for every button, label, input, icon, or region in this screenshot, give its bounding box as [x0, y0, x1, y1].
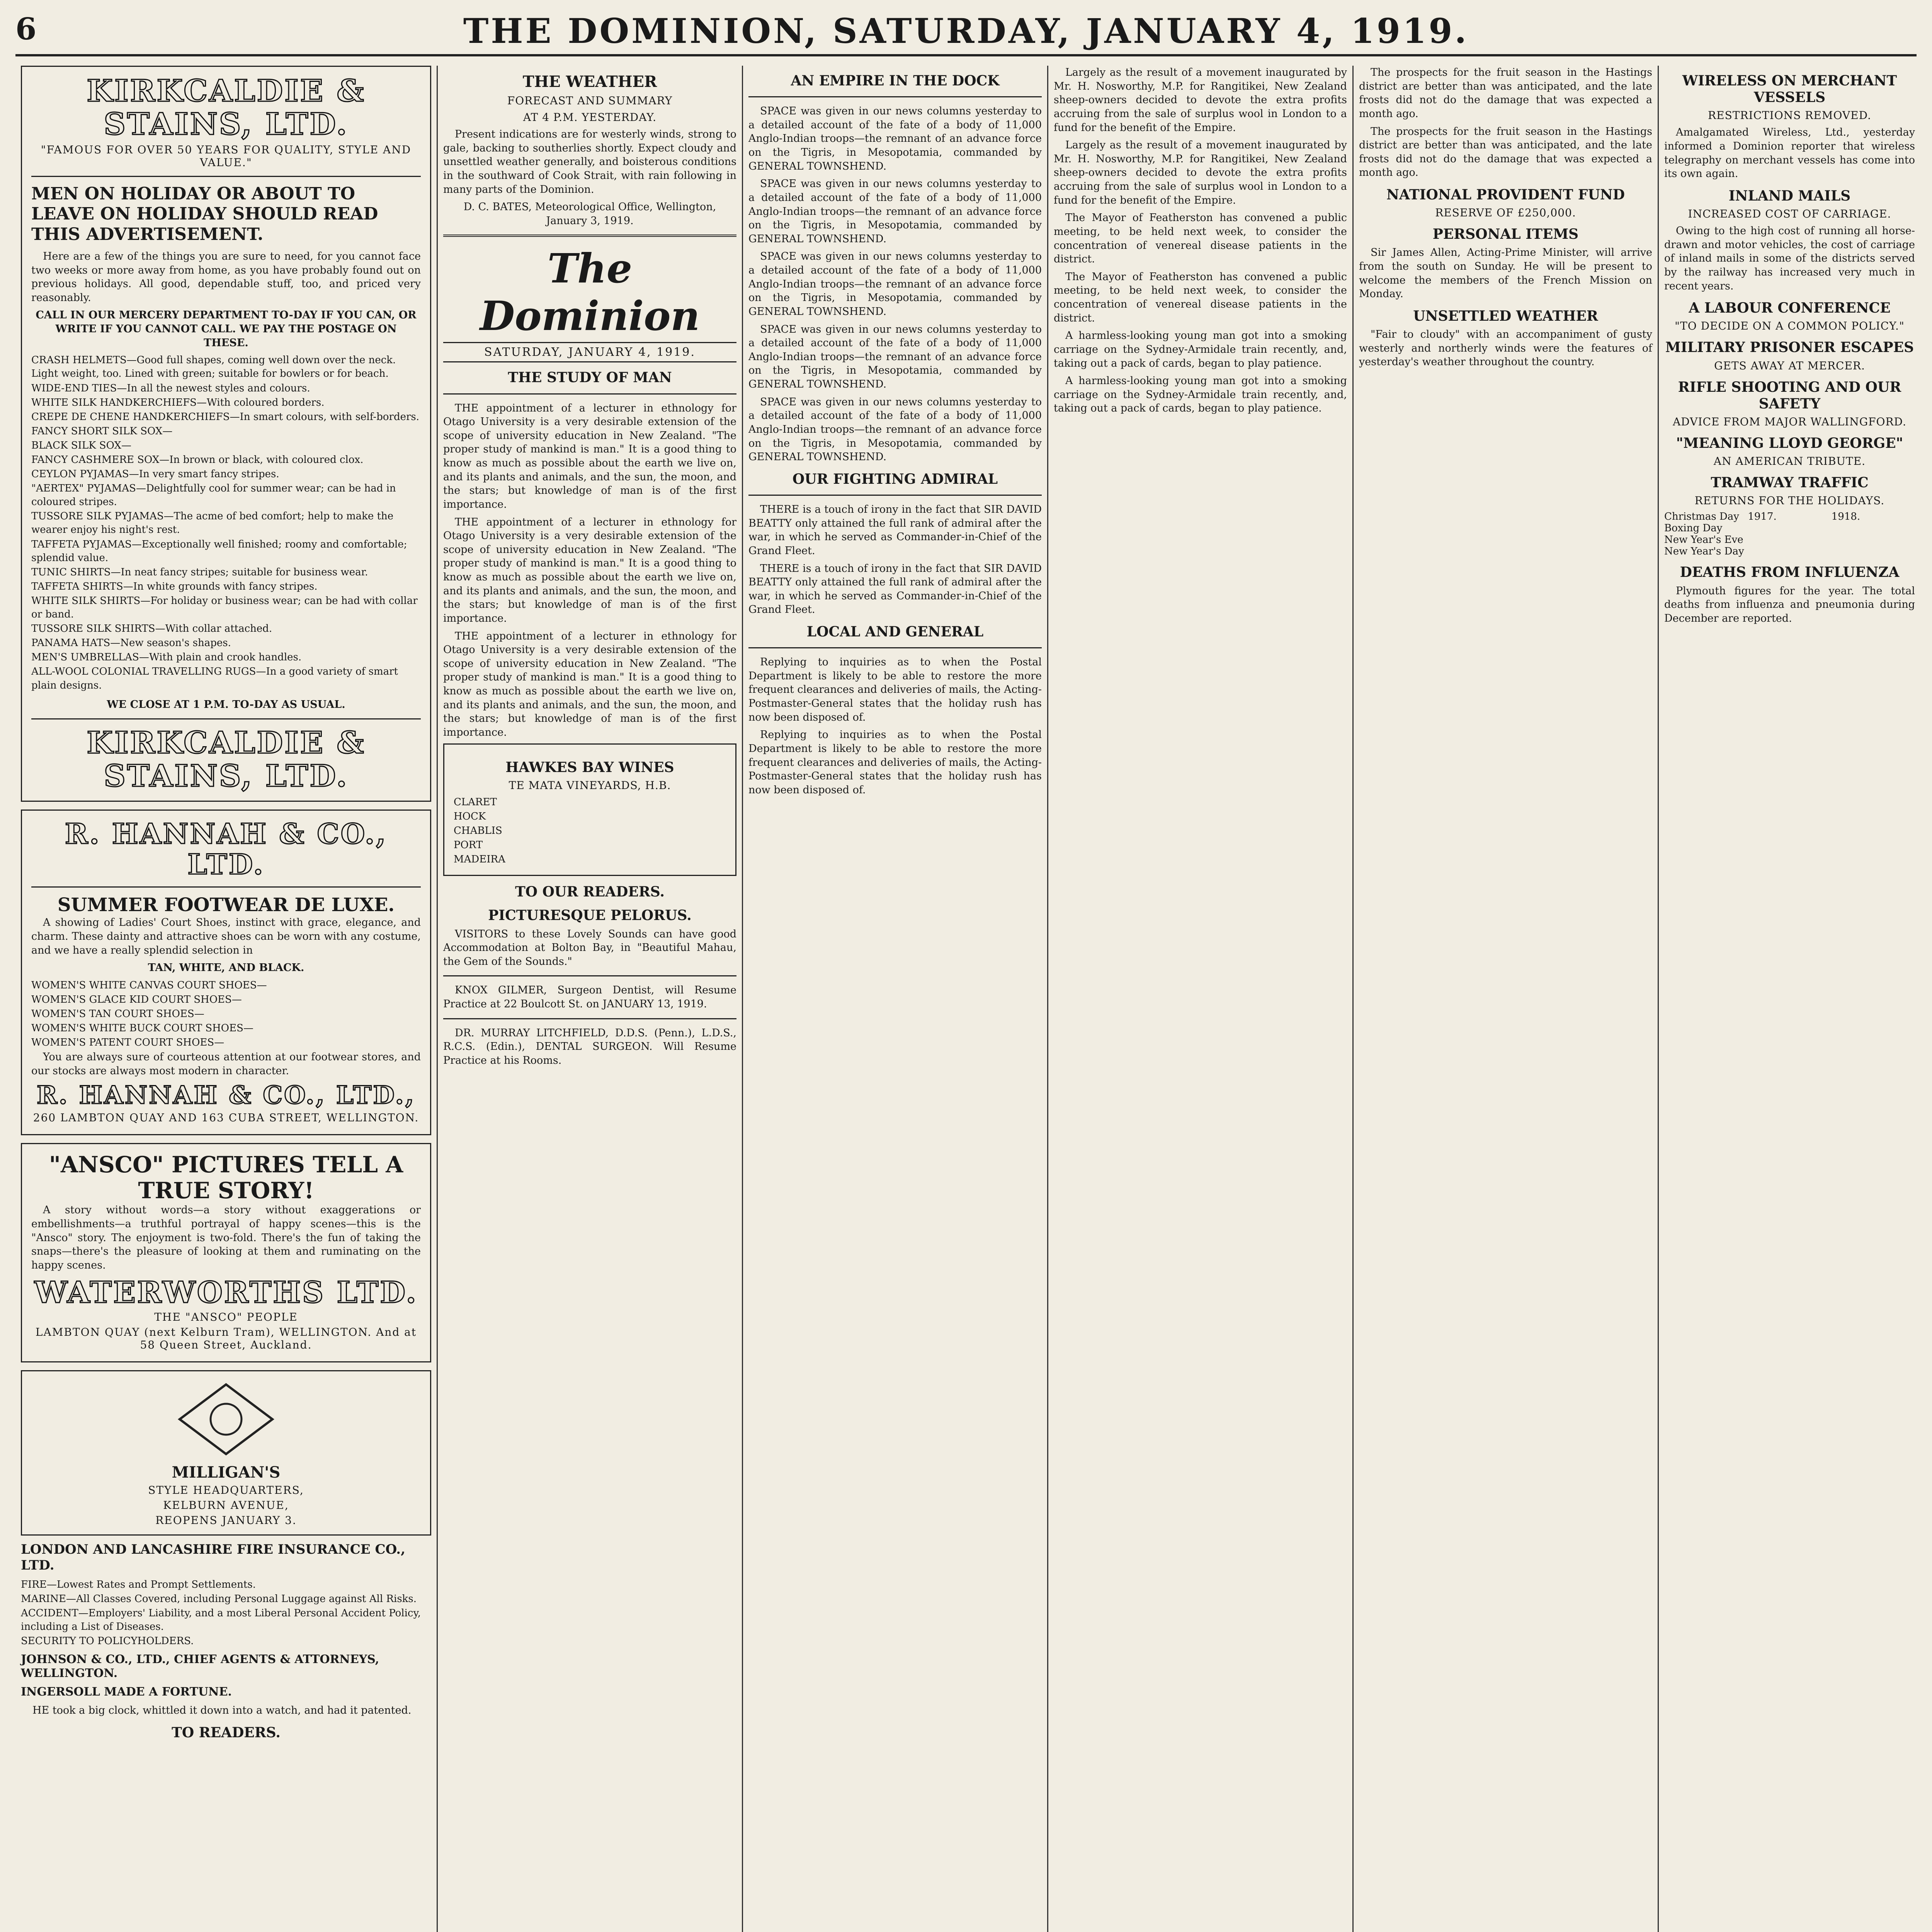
admiral-head: OUR FIGHTING ADMIRAL: [792, 471, 998, 487]
ansco-body: A story without words—a story without exaggerations or embellishments—a truthful portrayal of happy scenes—this is the "Ansco" story. The enjoyment is two-fold. There's the fun of taking the snaps—there's the pleasure of looking at them and ruminating on the happy scenes.: [31, 1204, 421, 1271]
kirkcaldie-item: FANCY CASHMERE SOX—In brown or black, with coloured clox.: [31, 454, 364, 466]
kirkcaldie-item: TAFFETA PYJAMAS—Exceptionally well finished; roomy and comfortable; splendid value.: [31, 538, 407, 564]
tram-cell: [1832, 522, 1915, 534]
milligan-reopens: REOPENS JANUARY 3.: [155, 1514, 297, 1527]
kirkcaldie-item: TUSSORE SILK SHIRTS—With collar attached.: [31, 623, 272, 635]
waterworths-address: LAMBTON QUAY (next Kelburn Tram), WELLINGTON. And at 58 Queen Street, Auckland.: [35, 1326, 417, 1352]
col5-body: The prospects for the fruit season in the Hastings district are better than was anticipated, and the late frosts did not do the damage that was expected a month ago.: [1359, 125, 1652, 179]
page-number: 6: [15, 12, 37, 47]
local-body: Replying to inquiries as to when the Postal Department is likely to be able to restore the more frequent clearances and deliveries of mails, the Acting-Postmaster-General states that the holiday rush has now been disposed of.: [748, 656, 1042, 723]
hannah-line: WOMEN'S GLACE KID COURT SHOES—: [31, 993, 242, 1005]
flu-head: DEATHS FROM INFLUENZA: [1680, 564, 1900, 581]
johnson-agents: JOHNSON & CO., LTD., CHIEF AGENTS & ATTORNEYS, WELLINGTON.: [21, 1653, 379, 1680]
tram-cell: 1918.: [1831, 511, 1861, 523]
wine-item: MADEIRA: [454, 854, 505, 866]
col4-body: A harmless-looking young man got into a smoking carriage on the Sydney-Armidale train recently, and, taking out a pack of cards, began to play patience.: [1054, 375, 1347, 415]
waterworths-tagline: THE "ANSCO" PEOPLE: [154, 1311, 298, 1324]
tram-cell: [1748, 522, 1831, 534]
kirkcaldie-tagline: "FAMOUS FOR OVER 50 YEARS FOR QUALITY, STYLE AND VALUE.": [41, 143, 412, 169]
weather-sign: D. C. BATES, Meteorological Office, Wellington, January 3, 1919.: [463, 201, 716, 227]
kirkcaldie-item: BLACK SILK SOX—: [31, 439, 131, 451]
labour-sub: "TO DECIDE ON A COMMON POLICY.": [1675, 320, 1905, 333]
column-5: [1352, 66, 1658, 1932]
weather-time: AT 4 P.M. YESTERDAY.: [523, 111, 657, 124]
hannah-line: WOMEN'S TAN COURT SHOES—: [31, 1008, 204, 1020]
kirkcaldie-item: FANCY SHORT SILK SOX—: [31, 425, 173, 437]
kirkcaldie-item: PANAMA HATS—New season's shapes.: [31, 637, 231, 649]
col4-body: The Mayor of Featherston has convened a public meeting, to be held next week, to consider the concentration of venereal disease patients in the district.: [1054, 270, 1347, 324]
study-body: THE appointment of a lecturer in ethnology for Otago University is a very desirable extension of the scope of university education in New Zealand. "The proper study of mankind is man." It is a good thing to know as much as possible about the earth we live on, and its plants and animals, and the sun, the moon, and the stars; but knowledge of man is of the first importance.: [443, 630, 736, 738]
provident-sub: RESERVE OF £250,000.: [1435, 206, 1576, 219]
tram-cell: 1917.: [1748, 511, 1777, 523]
hannah-brand-footer: R. HANNAH & CO., LTD.,: [36, 1080, 416, 1110]
study-body: THE appointment of a lecturer in ethnology for Otago University is a very desirable extension of the scope of university education in New Zealand. "The proper study of mankind is man." It is a good thing to know as much as possible about the earth we live on, and its plants and animals, and the sun, the moon, and the stars; but knowledge of man is of the first importance.: [443, 402, 736, 510]
kirkcaldie-item: CEYLON PYJAMAS—In very smart fancy stripes.: [31, 468, 279, 480]
col5-body: The prospects for the fruit season in the Hastings district are better than was anticipated, and the late frosts did not do the damage that was expected a month ago.: [1359, 66, 1652, 120]
murray-body: DR. MURRAY LITCHFIELD, D.D.S. (Penn.), L.D.S., R.C.S. (Edin.), DENTAL SURGEON. Will Resume Practice at his Rooms.: [443, 1027, 736, 1066]
kirkcaldie-ad: [21, 66, 431, 802]
kirkcaldie-intro: Here are a few of the things you are sure to need, for you cannot face two weeks or more away from home, as you have probably found out on previous holidays. All good, dependable stuff, too, and priced very reasonably.: [31, 250, 421, 304]
tram-cell: [1748, 546, 1831, 557]
london-line: MARINE—All Classes Covered, including Personal Luggage against All Risks.: [21, 1593, 417, 1605]
study-head: THE STUDY OF MAN: [508, 369, 672, 386]
col4-body: Largely as the result of a movement inaugurated by Mr. H. Nosworthy, M.P. for Rangitikei, New Zealand sheep-owners decided to devote the extra profits accruing from the sale of surplus wool in London to a fund for the benefit of the Empire.: [1054, 66, 1347, 134]
wireless-body: Amalgamated Wireless, Ltd., yesterday informed a Dominion reporter that wireless telegraphy on merchant vessels has come into its own again.: [1664, 126, 1915, 180]
milligan-emblem-icon: [176, 1381, 276, 1458]
weather-body: Present indications are for westerly winds, strong to gale, backing to southerlies shortly. Expect cloudy and unsettled weather generally, and boisterous conditions in the southward of Cook Strait, with rain following in many parts of the Dominion.: [443, 128, 736, 196]
kirkcaldie-item: WIDE-END TIES—In all the newest styles and colours.: [31, 382, 310, 394]
personal-head: PERSONAL ITEMS: [1432, 226, 1579, 243]
empire-body: SPACE was given in our news columns yesterday to a detailed account of the fate of a body of 11,000 Anglo-Indian troops—the remnant of an advance force on the Tigris, in Mesopotamia, commanded by GENERAL TOWNSHEND.: [748, 105, 1042, 172]
visitors-body: VISITORS to these Lovely Sounds can have good Accommodation at Bolton Bay, in "Beautiful Mahau, the Gem of the Sounds.": [443, 928, 736, 968]
col4-body: Largely as the result of a movement inaugurated by Mr. H. Nosworthy, M.P. for Rangitikei, New Zealand sheep-owners decided to devote the extra profits accruing from the sale of surplus wool in London to a fund for the benefit of the Empire.: [1054, 139, 1347, 206]
to-readers-head: TO READERS.: [172, 1724, 281, 1741]
inland-sub: INCREASED COST OF CARRIAGE.: [1688, 207, 1891, 221]
hawkes-bay-head: HAWKES BAY WINES: [505, 759, 674, 776]
column-ads-left: [15, 66, 437, 1932]
kirkcaldie-callout: CALL IN OUR MERCERY DEPARTMENT TO-DAY IF YOU CAN, OR WRITE IF YOU CANNOT CALL. WE PAY THE POSTAGE ON THESE.: [36, 309, 417, 349]
masthead: [15, 8, 1917, 56]
milligan-logo: [21, 1370, 431, 1536]
ingersoll-body: HE took a big clock, whittled it down into a watch, and had it patented.: [32, 1704, 412, 1717]
tram-cell: [1832, 546, 1915, 557]
hannah-intro: A showing of Ladies' Court Shoes, instinct with grace, elegance, and charm. These dainty and attractive shoes can be worn with any costume, and we have a really splendid selection in: [31, 917, 421, 956]
readers-head: TO OUR READERS.: [515, 884, 665, 900]
tram-cell: Boxing Day: [1664, 522, 1723, 534]
ingersoll-head: INGERSOLL MADE A FORTUNE.: [21, 1685, 232, 1699]
wine-item: HOCK: [454, 810, 486, 822]
empire-body: SPACE was given in our news columns yesterday to a detailed account of the fate of a body of 11,000 Anglo-Indian troops—the remnant of an advance force on the Tigris, in Mesopotamia, commanded by GENERAL TOWNSHEND.: [748, 396, 1042, 463]
military-head: MILITARY PRISONER ESCAPES: [1665, 339, 1914, 356]
tram-cell: New Year's Day: [1664, 546, 1744, 558]
kirkcaldie-close: WE CLOSE AT 1 P.M. TO-DAY AS USUAL.: [107, 698, 345, 711]
kirkcaldie-item: TAFFETA SHIRTS—In white grounds with fancy stripes.: [31, 580, 318, 592]
milligan-address: KELBURN AVENUE,: [163, 1499, 289, 1512]
rifle-sub: ADVICE FROM MAJOR WALLINGFORD.: [1673, 415, 1906, 428]
kirkcaldie-item: MEN'S UMBRELLAS—With plain and crook handles.: [31, 651, 302, 663]
column-4: [1047, 66, 1352, 1932]
col4-body: A harmless-looking young man got into a smoking carriage on the Sydney-Armidale train recently, and, taking out a pack of cards, began to play patience.: [1054, 330, 1347, 369]
tram-cell: [1748, 534, 1831, 546]
milligan-name: MILLIGAN'S: [172, 1463, 281, 1482]
hannah-line: WOMEN'S WHITE BUCK COURT SHOES—: [31, 1022, 253, 1034]
london-line: FIRE—Lowest Rates and Prompt Settlements.: [21, 1578, 256, 1590]
kirkcaldie-item: TUNIC SHIRTS—In neat fancy stripes; suitable for business wear.: [31, 566, 368, 578]
hannah-line: WOMEN'S PATENT COURT SHOES—: [31, 1037, 224, 1049]
col4-body: The Mayor of Featherston has convened a public meeting, to be held next week, to consider the concentration of venereal disease patients in the district.: [1054, 212, 1347, 265]
admiral-body: THERE is a touch of irony in the fact that SIR DAVID BEATTY only attained the full rank of admiral after the war, in which he served as Commander-in-Chief of the Grand Fleet.: [748, 503, 1042, 557]
empire-head: AN EMPIRE IN THE DOCK: [791, 73, 1000, 89]
hannah-line: WOMEN'S WHITE CANVAS COURT SHOES—: [31, 979, 267, 991]
tram-cell: New Year's Eve: [1664, 534, 1743, 546]
tram-head: TRAMWAY TRAFFIC: [1711, 474, 1869, 491]
kirkcaldie-brand: KIRKCALDIE & STAINS, LTD.: [87, 73, 366, 142]
kirkcaldie-item: CRASH HELMETS—Good full shapes, coming well down over the neck. Light weight, too. Lined with green; suitable for bowlers or for beach.: [31, 354, 396, 380]
hannah-brand: R. HANNAH & CO., LTD.: [65, 817, 388, 881]
ansco-ad: [21, 1143, 431, 1362]
nameplate: The Dominion: [480, 245, 700, 340]
wireless-sub: RESTRICTIONS REMOVED.: [1708, 109, 1871, 122]
milligan-sub: STYLE HEADQUARTERS,: [148, 1484, 304, 1497]
provident-head: NATIONAL PROVIDENT FUND: [1386, 187, 1625, 203]
knox-body: KNOX GILMER, Surgeon Dentist, will Resume Practice at 22 Boulcott St. on JANUARY 13, 1919.: [443, 984, 736, 1010]
labour-head: A LABOUR CONFERENCE: [1689, 300, 1891, 316]
unsettled-body: "Fair to cloudy" with an accompaniment of gusty westerly and northerly winds were the features of yesterday's weather throughout the country.: [1359, 328, 1652, 368]
inland-head: INLAND MAILS: [1728, 187, 1851, 204]
london-line: SECURITY TO POLICYHOLDERS.: [21, 1635, 194, 1647]
kirkcaldie-item: ALL-WOOL COLONIAL TRAVELLING RUGS—In a good variety of smart plain designs.: [31, 666, 398, 691]
tram-cell: [1832, 534, 1915, 546]
local-body: Replying to inquiries as to when the Postal Department is likely to be able to restore the more frequent clearances and deliveries of mails, the Acting-Postmaster-General states that the holiday rush has now been disposed of.: [748, 729, 1042, 796]
hannah-colours: TAN, WHITE, AND BLACK.: [148, 962, 304, 974]
local-head: LOCAL AND GENERAL: [806, 624, 984, 640]
inland-body: Owing to the high cost of running all horse-drawn and motor vehicles, the cost of carriage of inland mails in some of the districts served by the railway has increased very much in recent years.: [1664, 225, 1915, 292]
lloyd-head: "MEANING LLOYD GEORGE": [1676, 435, 1903, 451]
kirkcaldie-brand-footer: KIRKCALDIE & STAINS, LTD.: [87, 725, 366, 794]
hannah-outro: You are always sure of courteous attention at our footwear stores, and our stocks are always most modern in character.: [31, 1051, 421, 1077]
column-3: [742, 66, 1047, 1932]
hawkes-bay-ad: [443, 743, 736, 876]
kirkcaldie-item: "AERTEX" PYJAMAS—Delightfully cool for summer wear; can be had in coloured stripes.: [31, 483, 396, 508]
personal-body: Sir James Allen, Acting-Prime Minister, will arrive from the south on Sunday. He will be present to welcome the members of the French Mission on Monday.: [1359, 247, 1652, 300]
weather-sub: FORECAST AND SUMMARY: [507, 94, 673, 107]
lloyd-sub: AN AMERICAN TRIBUTE.: [1713, 455, 1866, 468]
tram-sub: RETURNS FOR THE HOLIDAYS.: [1694, 494, 1885, 507]
dateline: SATURDAY, JANUARY 4, 1919.: [443, 342, 736, 362]
empire-body: SPACE was given in our news columns yesterday to a detailed account of the fate of a body of 11,000 Anglo-Indian troops—the remnant of an advance force on the Tigris, in Mesopotamia, commanded by GENERAL TOWNSHEND.: [748, 178, 1042, 245]
column-6: [1658, 66, 1920, 1932]
milligan-ad: [21, 1370, 431, 1744]
picturesque-head: PICTURESQUE PELORUS.: [488, 907, 692, 924]
weather-head: THE WEATHER: [522, 73, 657, 91]
hannah-headline: SUMMER FOOTWEAR DE LUXE.: [57, 894, 395, 916]
newspaper-title: THE DOMINION, SATURDAY, JANUARY 4, 1919.: [463, 11, 1469, 51]
ansco-headline: "ANSCO" PICTURES TELL A TRUE STORY!: [49, 1151, 403, 1204]
kirkcaldie-item: WHITE SILK HANDKERCHIEFS—With coloured borders.: [31, 396, 325, 408]
wine-item: CHABLIS: [454, 825, 502, 837]
empire-body: SPACE was given in our news columns yesterday to a detailed account of the fate of a body of 11,000 Anglo-Indian troops—the remnant of an advance force on the Tigris, in Mesopotamia, commanded by GENERAL TOWNSHEND.: [748, 250, 1042, 318]
kirkcaldie-item: WHITE SILK SHIRTS—For holiday or business wear; can be had with collar or band.: [31, 595, 418, 621]
hannah-address: 260 LAMBTON QUAY AND 163 CUBA STREET, WELLINGTON.: [33, 1111, 419, 1124]
admiral-body: THERE is a touch of irony in the fact that SIR DAVID BEATTY only attained the full rank of admiral after the war, in which he served as Commander-in-Chief of the Grand Fleet.: [748, 562, 1042, 616]
tram-table: [1664, 511, 1915, 557]
hawkes-bay-sub: TE MATA VINEYARDS, H.B.: [509, 779, 671, 792]
empire-body: SPACE was given in our news columns yesterday to a detailed account of the fate of a body of 11,000 Anglo-Indian troops—the remnant of an advance force on the Tigris, in Mesopotamia, commanded by GENERAL TOWNSHEND.: [748, 323, 1042, 391]
flu-body: Plymouth figures for the year. The total deaths from influenza and pneumonia during December are reported.: [1664, 585, 1915, 624]
hannah-ad: [21, 810, 431, 1135]
study-body: THE appointment of a lecturer in ethnology for Otago University is a very desirable extension of the scope of university education in New Zealand. "The proper study of mankind is man." It is a good thing to know as much as possible about the earth we live on, and its plants and animals, and the sun, the moon, and the stars; but knowledge of man is of the first importance.: [443, 516, 736, 624]
wine-item: PORT: [454, 839, 483, 851]
kirkcaldie-item: TUSSORE SILK PYJAMAS—The acme of bed comfort; help to make the wearer enjoy his night's rest.: [31, 510, 394, 536]
rifle-head: RIFLE SHOOTING AND OUR SAFETY: [1678, 379, 1901, 412]
london-lancs-head: LONDON AND LANCASHIRE FIRE INSURANCE CO., LTD.: [21, 1542, 405, 1573]
tram-cell: Christmas Day: [1664, 511, 1739, 523]
military-sub: GETS AWAY AT MERCER.: [1714, 359, 1865, 372]
lower-ads: [21, 1370, 431, 1744]
waterworths-brand: WATERWORTHS LTD.: [34, 1275, 418, 1310]
wireless-head: WIRELESS ON MERCHANT VESSELS: [1682, 73, 1897, 106]
column-2: [437, 66, 742, 1932]
kirkcaldie-headline: MEN ON HOLIDAY OR ABOUT TO LEAVE ON HOLIDAY SHOULD READ THIS ADVERTISEMENT.: [31, 184, 378, 245]
unsettled-head: UNSETTLED WEATHER: [1413, 308, 1598, 324]
london-line: ACCIDENT—Employers' Liability, and a most Liberal Personal Accident Policy, including a List of Diseases.: [21, 1607, 421, 1633]
kirkcaldie-item: CREPE DE CHENE HANDKERCHIEFS—In smart colours, with self-borders.: [31, 411, 420, 423]
wine-item: CLARET: [454, 796, 497, 808]
